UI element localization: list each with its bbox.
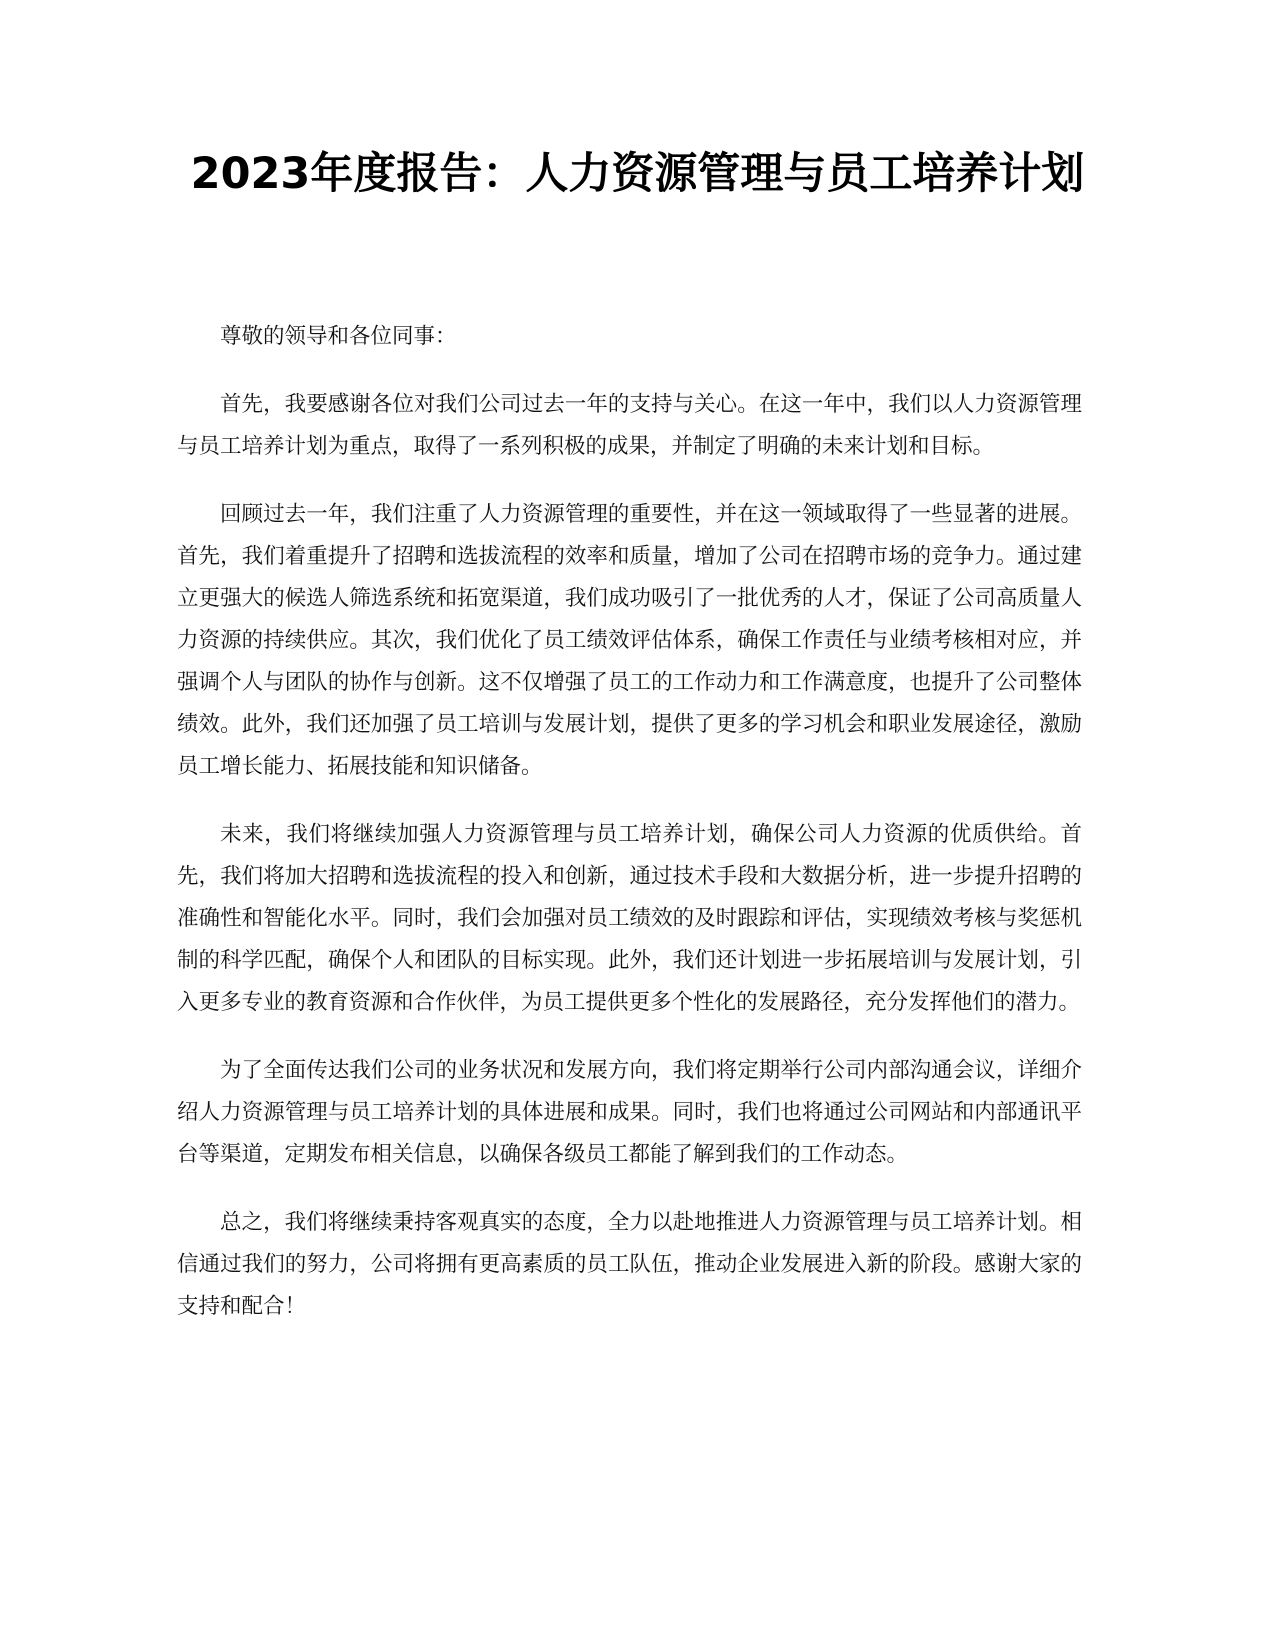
document-body	[177, 316, 1082, 1354]
paragraph-review: 回顾过去一年，我们注重了人力资源管理的重要性，并在这一领域取得了一些显著的进展。首先，我们着重提升了招聘和选拔流程的效率和质量，增加了公司在招聘市场的竞争力。通过建立更强大的候选人筛选系统和拓宽渠道，我们成功吸引了一批优秀的人才，保证了公司高质量人力资源的持续供应。其次，我们优化了员工绩效评估体系，确保工作责任与业绩考核相对应，并强调个人与团队的协作与创新。这不仅增强了员工的工作动力和工作满意度，也提升了公司整体绩效。此外，我们还加强了员工培训与发展计划，提供了更多的学习机会和职业发展途径，激励员工增长能力、拓展技能和知识储备。	[177, 502, 1082, 779]
salutation: 尊敬的领导和各位同事：	[220, 324, 457, 349]
paragraph-intro: 首先，我要感谢各位对我们公司过去一年的支持与关心。在这一年中，我们以人力资源管理与员工培养计划为重点，取得了一系列积极的成果，并制定了明确的未来计划和目标。	[177, 392, 1082, 459]
paragraph-future: 未来，我们将继续加强人力资源管理与员工培养计划，确保公司人力资源的优质供给。首先，我们将加大招聘和选拔流程的投入和创新，通过技术手段和大数据分析，进一步提升招聘的准确性和智能化水平。同时，我们会加强对员工绩效的及时跟踪和评估，实现绩效考核与奖惩机制的科学匹配，确保个人和团队的目标实现。此外，我们还计划进一步拓展培训与发展计划，引入更多专业的教育资源和合作伙伴，为员工提供更多个性化的发展路径，充分发挥他们的潜力。	[177, 822, 1082, 1015]
document-title: 2023年度报告：人力资源管理与员工培养计划	[190, 149, 1085, 199]
paragraph-conclusion: 总之，我们将继续秉持客观真实的态度，全力以赴地推进人力资源管理与员工培养计划。相信通过我们的努力，公司将拥有更高素质的员工队伍，推动企业发展进入新的阶段。感谢大家的支持和配合！	[177, 1210, 1082, 1319]
paragraph-communication: 为了全面传达我们公司的业务状况和发展方向，我们将定期举行公司内部沟通会议，详细介绍人力资源管理与员工培养计划的具体进展和成果。同时，我们也将通过公司网站和内部通讯平台等渠道，定期发布相关信息，以确保各级员工都能了解到我们的工作动态。	[177, 1058, 1082, 1167]
